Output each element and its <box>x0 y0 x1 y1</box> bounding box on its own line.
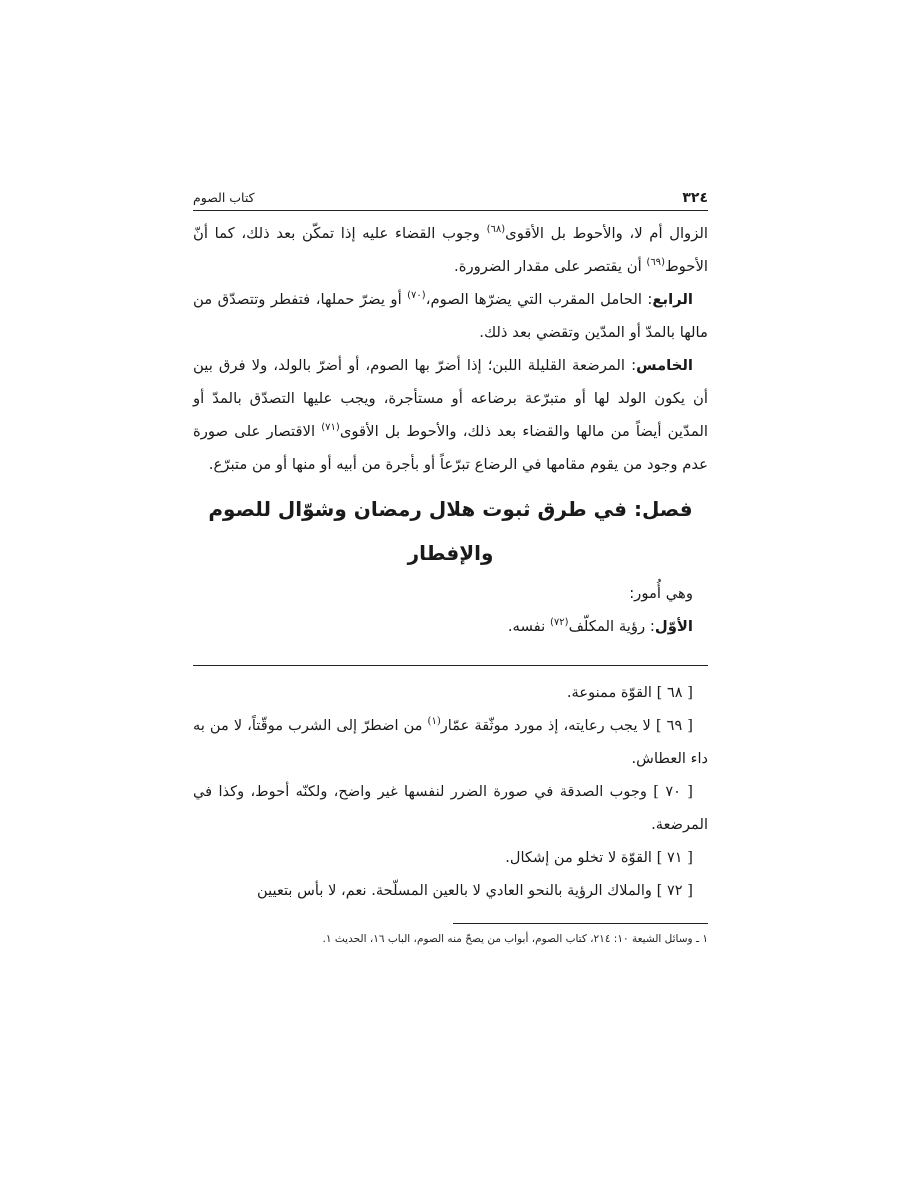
paragraph-fourth <box>193 283 708 349</box>
comment-number: [ ٧١ ] <box>656 849 693 866</box>
comment-number: [ ٦٨ ] <box>656 684 693 701</box>
comment-number: [ ٧٢ ] <box>656 882 693 899</box>
text-segment: وجوب القضاء عليه إذا تمكّن بعد ذلك، كما أنّ الأحوط <box>193 225 708 275</box>
comment-text: القوّة لا تخلو من إشكال. <box>505 849 652 866</box>
comment-text: وجوب الصدقة في صورة الضرر لنفسها غير واضح، ولكنّه أحوط، وكذا في المرضعة. <box>193 783 708 833</box>
book-page <box>193 188 708 988</box>
comment-71 <box>193 841 708 874</box>
page-number: ٣٢٤ <box>682 190 708 206</box>
text-segment: : الحامل المقرب التي يضرّها الصوم، <box>425 291 653 308</box>
paragraph-first <box>193 610 708 643</box>
lead-line: وهي أُمور: <box>629 585 693 602</box>
comment-number: [ ٦٩ ] <box>655 717 694 734</box>
main-text <box>193 217 708 643</box>
comment-72 <box>193 874 708 907</box>
note-ref-72: (٧٢) <box>550 617 569 628</box>
commentary <box>193 676 708 907</box>
text-segment: أن يقتصر على مقدار الضرورة. <box>453 258 647 275</box>
footnote-divider <box>453 923 708 924</box>
comment-text: من اضطرّ إلى الشرب موقّتاً، لا من به داء العطاش. <box>193 717 708 767</box>
running-title: كتاب الصوم <box>193 190 255 205</box>
paragraph-label: الرابع <box>652 291 693 308</box>
section-heading: فصل: في طرق ثبوت هلال رمضان وشوّال للصوم والإفطار <box>208 497 693 565</box>
comment-70 <box>193 775 708 841</box>
text-segment: أو يضرّ حملها، فتفطر وتتصدّق من مالها بالمدّ أو المدّين وتقضي بعد ذلك. <box>193 291 708 341</box>
paragraph-label: الخامس <box>636 357 693 374</box>
note-ref-68: (٦٨) <box>486 224 506 235</box>
text-segment: : المرضعة القليلة اللبن؛ إذا أضرّ بها الصوم، أو أضرّ بالولد، ولا فرق بين أن يكون الولد لها أو متبرّعة برضاعه أو مستأجرة، ويجب عليها التصدّق بالمدّ أو المدّين أيضاً من مالها والقضاء بعد ذلك، والأحوط بل الأقوى <box>193 357 708 440</box>
footnote: ١ ـ وسائل الشيعة ١٠: ٢١٤، كتاب الصوم، أبواب من يصحّ منه الصوم، الباب ١٦، الحديث ١. <box>322 933 708 945</box>
text-segment: نفسه. <box>507 618 550 635</box>
text-segment: الزوال أم لا، والأحوط بل الأقوى <box>505 225 708 242</box>
comment-number: [ ٧٠ ] <box>653 783 694 800</box>
comment-69 <box>193 709 708 775</box>
note-ref-71: (٧١) <box>321 422 340 433</box>
paragraph-1 <box>193 217 708 283</box>
comment-text: والملاك الرؤية بالنحو العادي لا بالعين المسلّحة. نعم، لا بأس بتعيين <box>257 882 652 899</box>
page-header <box>193 188 708 211</box>
note-ref-69: (٦٩) <box>646 257 665 268</box>
paragraph-label: الأوّل <box>654 618 693 635</box>
paragraph-fifth <box>193 349 708 481</box>
commentary-divider <box>193 665 708 666</box>
text-segment: الاقتصار على صورة عدم وجود من يقوم مقامها في الرضاع تبرّعاً أو بأجرة من أبيه أو منها أو من متبرّع. <box>193 423 708 473</box>
note-ref-70: (٧٠) <box>407 290 426 301</box>
comment-text: القوّة ممنوعة. <box>566 684 652 701</box>
text-segment: : رؤية المكلّف <box>568 618 655 635</box>
comment-68 <box>193 676 708 709</box>
footnote-ref: (١) <box>427 716 441 727</box>
comment-text: لا يجب رعايته، إذ مورد موثّقة عمّار <box>440 717 651 734</box>
